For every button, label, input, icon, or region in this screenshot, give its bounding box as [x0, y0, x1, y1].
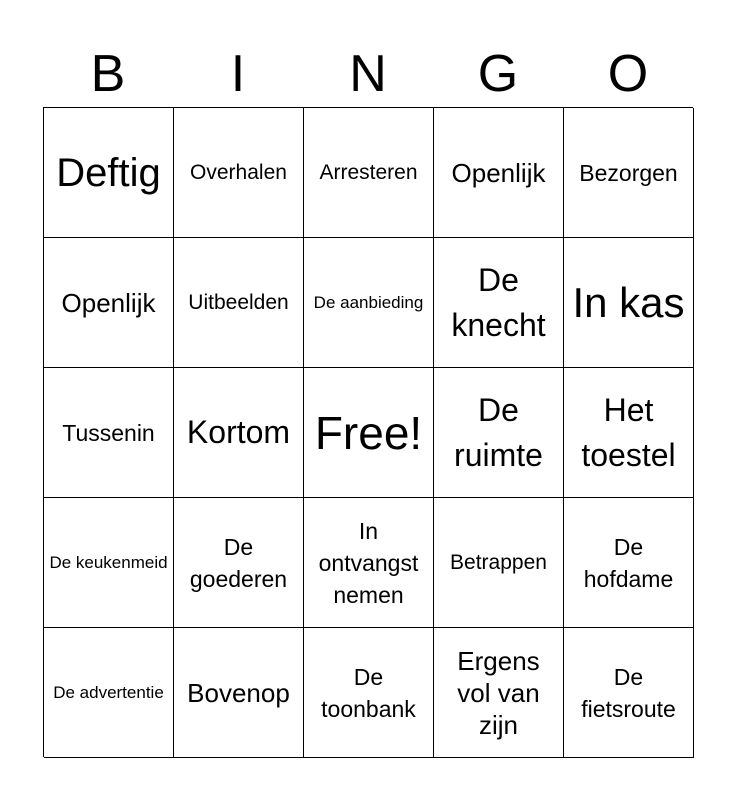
free-space-label: Free!: [314, 406, 423, 459]
cell-label: De knecht: [451, 261, 546, 343]
bingo-cell[interactable]: [564, 238, 694, 368]
cell-label: De advertentie: [53, 683, 164, 702]
bingo-cell[interactable]: [44, 108, 174, 238]
bingo-cell[interactable]: [434, 498, 564, 628]
cell-label: De fietsroute: [581, 663, 676, 722]
bingo-cell[interactable]: [434, 368, 564, 498]
bingo-cell[interactable]: [44, 368, 174, 498]
bingo-cell[interactable]: [44, 628, 174, 758]
cell-label: Tussenin: [62, 419, 155, 446]
cell-label: Deftig: [56, 150, 161, 195]
bingo-cell[interactable]: [304, 108, 434, 238]
cell-label: Het toestel: [581, 391, 676, 473]
cell-label: De goederen: [189, 533, 288, 592]
cell-label: Openlijk: [61, 287, 156, 318]
bingo-header: [43, 40, 693, 108]
header-letter-b: B: [90, 45, 126, 103]
free-space[interactable]: [304, 368, 434, 498]
bingo-cell[interactable]: [564, 368, 694, 498]
bingo-cell[interactable]: [434, 628, 564, 758]
bingo-cell[interactable]: [44, 498, 174, 628]
cell-label: Kortom: [186, 414, 291, 450]
bingo-cell[interactable]: [434, 108, 564, 238]
header-letter-o: O: [607, 45, 649, 103]
bingo-cell[interactable]: [564, 498, 694, 628]
cell-label: Overhalen: [190, 160, 287, 184]
cell-label: In ontvangst nemen: [318, 517, 419, 608]
header-letter-n: N: [349, 45, 387, 103]
header-letter-i: I: [230, 45, 246, 103]
bingo-cell[interactable]: [174, 238, 304, 368]
bingo-cell[interactable]: [174, 628, 304, 758]
cell-label: Bovenop: [187, 677, 290, 708]
cell-label: De keukenmeid: [49, 553, 168, 572]
cell-label: De aanbieding: [313, 293, 424, 312]
bingo-cell[interactable]: [174, 108, 304, 238]
bingo-cell[interactable]: [564, 108, 694, 238]
bingo-cell[interactable]: [304, 498, 434, 628]
cell-label: Ergens vol van zijn: [457, 645, 540, 740]
cell-label: Uitbeelden: [188, 290, 289, 314]
bingo-cell[interactable]: [304, 628, 434, 758]
bingo-cell[interactable]: [174, 498, 304, 628]
header-letter-g: G: [477, 45, 519, 103]
bingo-board: [43, 107, 693, 757]
bingo-cell[interactable]: [564, 628, 694, 758]
cell-label: De hofdame: [583, 533, 674, 592]
cell-label: Betrappen: [450, 550, 547, 574]
cell-label: Openlijk: [451, 157, 546, 188]
cell-label: Arresteren: [319, 160, 418, 184]
bingo-cell[interactable]: [304, 238, 434, 368]
bingo-cell[interactable]: [434, 238, 564, 368]
cell-label: De ruimte: [454, 391, 543, 473]
bingo-cell[interactable]: [44, 238, 174, 368]
bingo-cell[interactable]: [174, 368, 304, 498]
cell-label: De toonbank: [321, 663, 416, 722]
cell-label: Bezorgen: [579, 159, 678, 186]
cell-label: In kas: [572, 278, 685, 326]
